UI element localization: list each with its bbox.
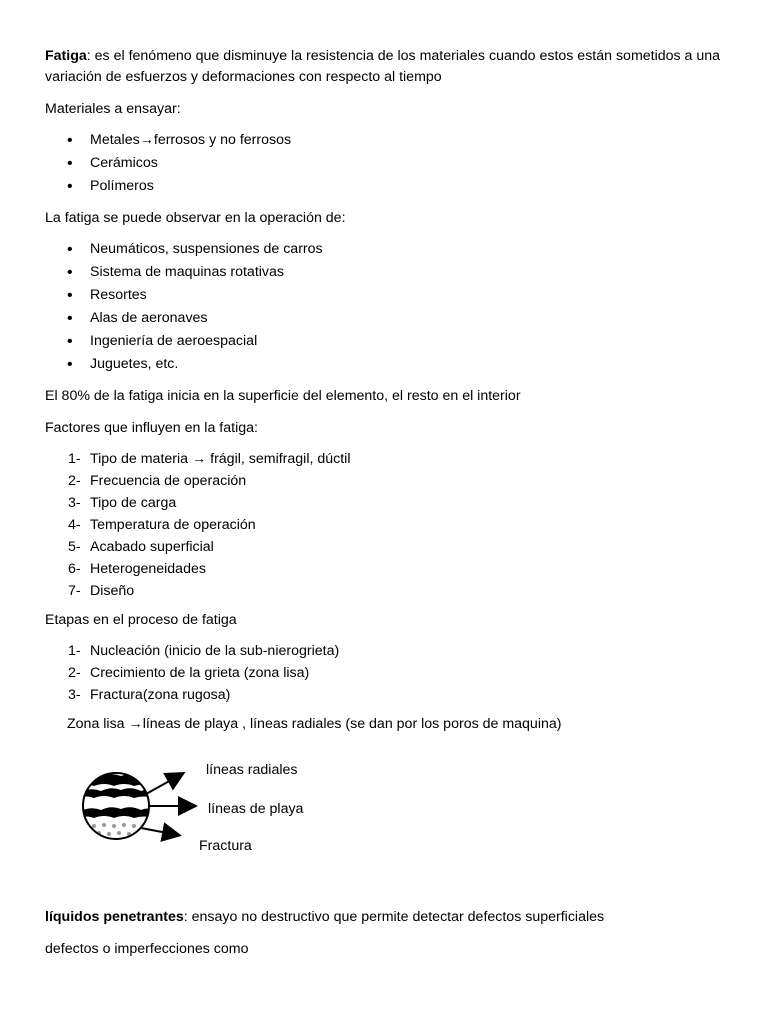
label-fractura: Fractura: [199, 838, 252, 854]
list-item: • Metales→ferrosos y no ferrosos: [45, 129, 725, 152]
list-item: 6- Heterogeneidades: [68, 561, 206, 577]
materials-heading: Materiales a ensayar:: [45, 101, 181, 117]
list-item: 4- Temperatura de operación: [68, 517, 256, 533]
list-item: 2- Frecuencia de operación: [68, 473, 247, 489]
factors-heading: Factores que influyen en la fatiga:: [45, 420, 258, 436]
list-item: • Resortes: [45, 284, 725, 307]
arrow-icon: →: [192, 451, 207, 467]
list-item: • Cerámicos: [45, 152, 725, 175]
list-item: 2- Crecimiento de la grieta (zona lisa): [68, 665, 310, 681]
penetrants-followup: defectos o imperfecciones como: [45, 941, 249, 957]
list-item: 7- Diseño: [68, 583, 135, 599]
fracture-diagram: [76, 756, 376, 866]
surface-note: El 80% de la fatiga inicia en la superficie del elemento, el resto en el interior: [45, 388, 521, 404]
list-item: • Juguetes, etc.: [45, 353, 725, 376]
list-item: • Sistema de maquinas rotativas: [45, 261, 725, 284]
list-item: • Alas de aeronaves: [45, 307, 725, 330]
arrow-icon: →: [128, 716, 143, 732]
list-item: 3- Fractura(zona rugosa): [68, 687, 231, 703]
stages-list: [45, 640, 725, 706]
list-item: 1- Tipo de materia → frágil, semifragil, dúctil: [68, 451, 351, 467]
list-item: • Ingeniería de aeroespacial: [45, 330, 725, 353]
document-body: [45, 46, 725, 735]
fatiga-definition: Fatiga: es el fenómeno que disminuye la resistencia de los materiales cuando estos están sometidos a una variación de esfuerzos y deformaciones con respecto al tiempo: [45, 48, 721, 85]
penetrants-term: líquidos penetrantes: [45, 909, 184, 925]
list-item: • Polímeros: [45, 175, 725, 198]
zona-lisa-note: Zona lisa →líneas de playa , líneas radiales (se dan por los poros de maquina): [67, 716, 562, 732]
arrow-radial: [146, 774, 182, 794]
operation-heading: La fatiga se puede observar en la operación de:: [45, 210, 346, 226]
penetrants-section: [45, 907, 725, 960]
label-lineas-radiales: líneas radiales: [206, 762, 298, 778]
factors-list: [45, 448, 725, 602]
arrow-fractura: [141, 828, 178, 835]
arrow-icon: →: [139, 132, 154, 148]
penetrants-definition: líquidos penetrantes: ensayo no destructivo que permite detectar defectos superficiales: [45, 909, 605, 925]
materials-list: [45, 129, 725, 198]
stages-heading: Etapas en el proceso de fatiga: [45, 612, 237, 628]
list-item: 1- Nucleación (inicio de la sub-nierogrieta): [68, 643, 340, 659]
list-item: 5- Acabado superficial: [68, 539, 214, 555]
label-lineas-de-playa: líneas de playa: [208, 801, 304, 817]
operation-list: [45, 238, 725, 376]
list-item: • Neumáticos, suspensiones de carros: [45, 238, 725, 261]
fatiga-term: Fatiga: [45, 48, 87, 64]
list-item: 3- Tipo de carga: [68, 495, 177, 511]
